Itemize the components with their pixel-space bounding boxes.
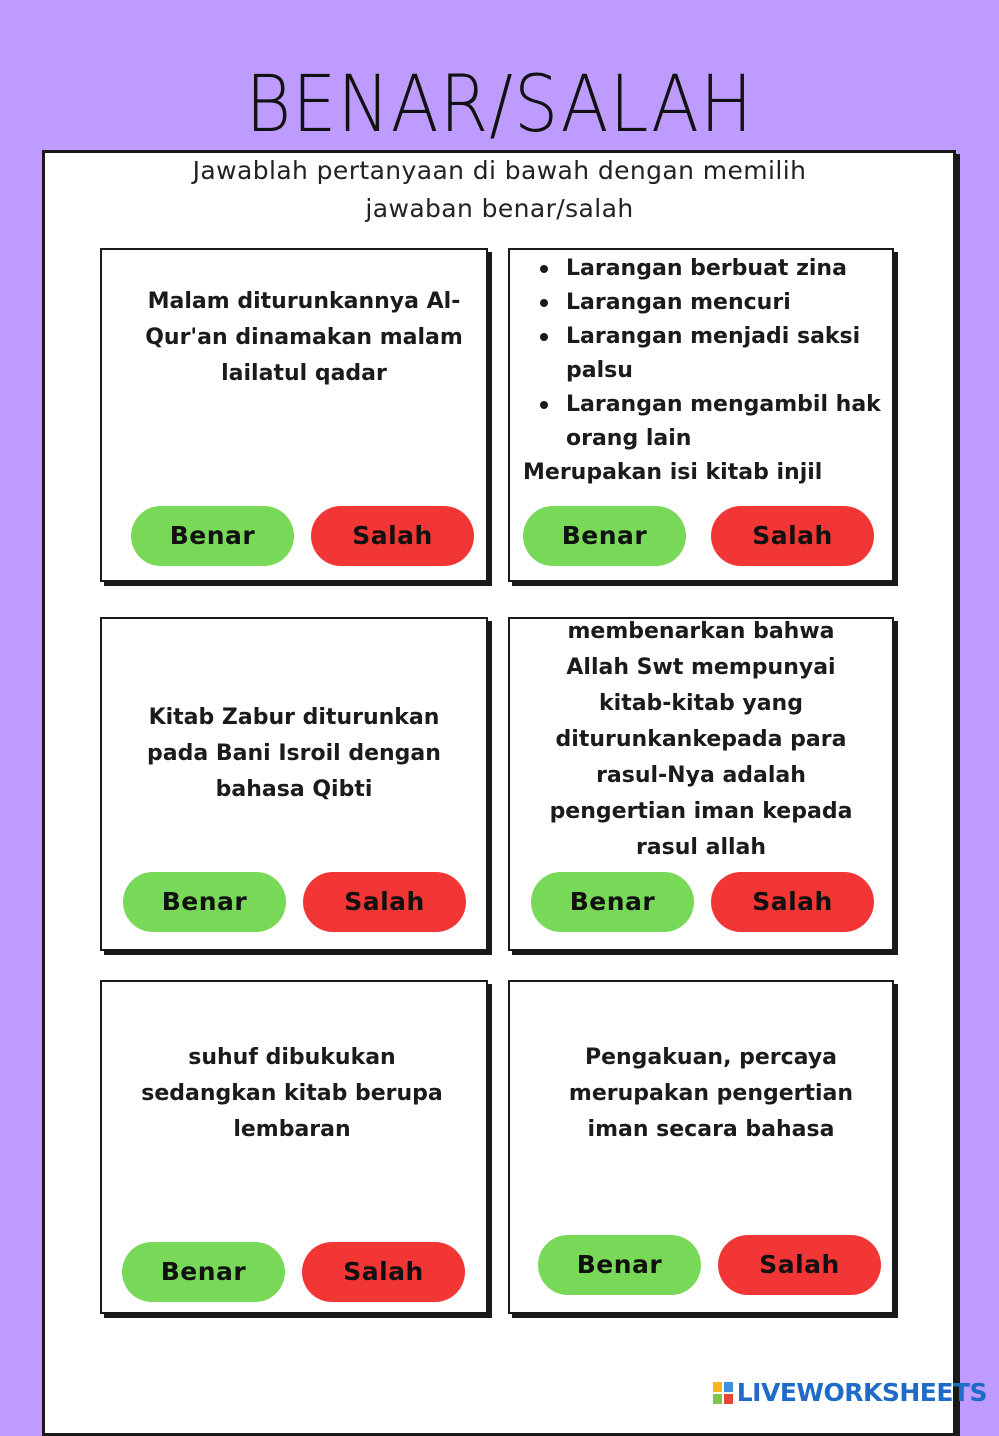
question-1-line: Qur'an dinamakan malam [145, 325, 463, 350]
liveworksheets-watermark [713, 1378, 987, 1407]
question-4-line: rasul allah [635, 835, 767, 860]
question-text-4 [518, 614, 884, 866]
question-text-5 [113, 1040, 471, 1148]
question-6-line: iman secara bahasa [587, 1117, 835, 1142]
question-6-line: merupakan pengertian [568, 1081, 854, 1106]
question-4-line: diturunkankepada para [555, 727, 847, 752]
question-3-line: pada Bani Isroil dengan [147, 741, 441, 766]
benar-button-5[interactable]: Benar [122, 1242, 285, 1302]
question-4-line: pengertian iman kepada [549, 799, 853, 824]
benar-button-3[interactable]: Benar [123, 872, 286, 932]
question-text-3 [115, 700, 473, 808]
bullet-item: Larangan mencuri [538, 286, 893, 320]
question-5-line: sedangkan kitab berupa [141, 1081, 443, 1106]
salah-button-3[interactable]: Salah [303, 872, 466, 932]
instruction-line-1: Jawablah pertanyaan di bawah dengan memilih [192, 156, 807, 185]
bullet-item: Larangan menjadi saksi palsu [538, 320, 893, 388]
question-1-line: Malam diturunkannya Al- [147, 289, 461, 314]
question-text-6 [528, 1040, 894, 1148]
instruction-line-2: jawaban benar/salah [365, 194, 634, 223]
benar-button-4[interactable]: Benar [531, 872, 694, 932]
benar-button-6[interactable]: Benar [538, 1235, 701, 1295]
salah-button-4[interactable]: Salah [711, 872, 874, 932]
bullet-item: Larangan berbuat zina [538, 252, 893, 286]
question-4-line: Allah Swt mempunyai [566, 655, 836, 680]
benar-button-1[interactable]: Benar [131, 506, 294, 566]
question-4-line: membenarkan bahwa [567, 619, 835, 644]
question-4-line: kitab-kitab yang [599, 691, 803, 716]
question-4-line: rasul-Nya adalah [596, 763, 806, 788]
bullet-item: Larangan mengambil hak orang lain [538, 388, 893, 456]
question-text-2: Merupakan isi kitab injil [523, 460, 823, 485]
watermark-text: LIVEWORKSHEETS [736, 1378, 987, 1407]
question-2-bullet-list [538, 252, 893, 456]
question-6-line: Pengakuan, percaya [584, 1045, 838, 1070]
salah-button-1[interactable]: Salah [311, 506, 474, 566]
question-5-line: lembaran [233, 1117, 351, 1142]
question-3-line: Kitab Zabur diturunkan [148, 705, 440, 730]
benar-button-2[interactable]: Benar [523, 506, 686, 566]
question-text-1 [125, 284, 483, 392]
question-1-line: lailatul qadar [221, 361, 387, 386]
salah-button-5[interactable]: Salah [302, 1242, 465, 1302]
salah-button-6[interactable]: Salah [718, 1235, 881, 1295]
salah-button-2[interactable]: Salah [711, 506, 874, 566]
page-title: BENAR/SALAH [245, 58, 754, 150]
instruction-text [0, 152, 999, 228]
question-5-line: suhuf dibukukan [188, 1045, 396, 1070]
liveworksheets-logo-icon [713, 1382, 733, 1404]
question-3-line: bahasa Qibti [215, 777, 373, 802]
